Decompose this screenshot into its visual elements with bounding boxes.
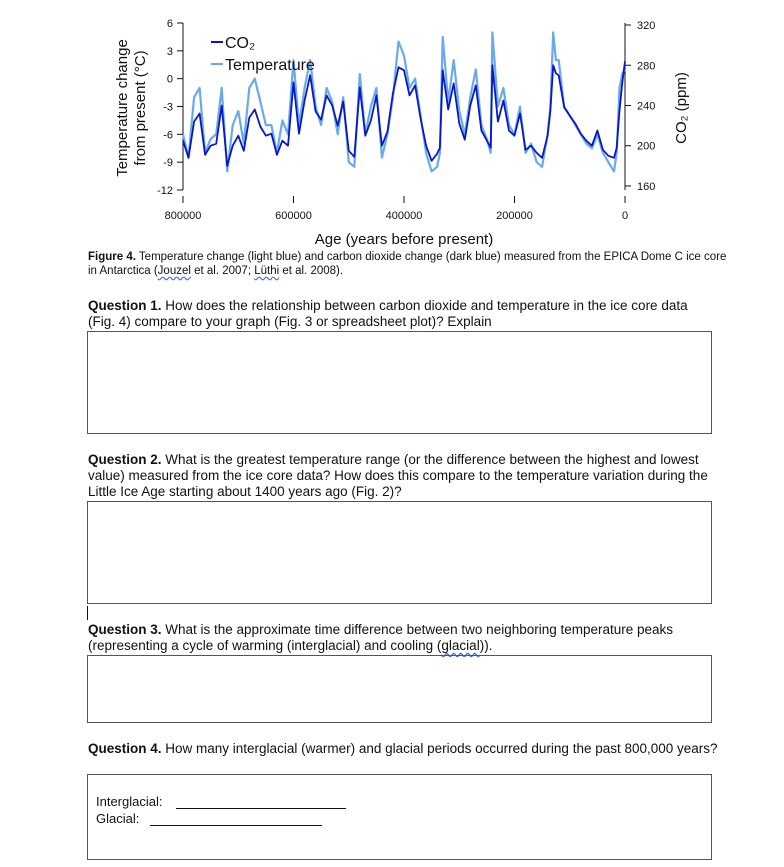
chart-series (183, 32, 625, 171)
question-2 (88, 452, 718, 500)
answer-box-4 (87, 774, 712, 860)
caption-cite-jouzel: Jouzel (157, 265, 191, 277)
caption-text-3: et al. 2008). (279, 265, 344, 277)
y-right-tick-label: 320 (637, 20, 656, 33)
x-tick-label: 400000 (385, 210, 423, 222)
legend-co2-label: CO₂ (225, 35, 256, 52)
text-cursor (87, 606, 88, 620)
y-left-tick-label: -3 (163, 101, 173, 114)
answer-box-2[interactable] (87, 501, 712, 604)
caption-text-2: et al. 2007; (190, 265, 255, 277)
y-right-label: CO₂ (ppm) (673, 72, 690, 144)
y-right-tick-label: 200 (637, 140, 656, 153)
y-left-tick-label: -9 (163, 157, 173, 170)
question-4-text: How many interglacial (warmer) and glacial periods occurred during the past 800,000 years? (161, 741, 718, 756)
answer-box-1[interactable] (87, 331, 712, 434)
interglacial-answer-line[interactable] (176, 808, 346, 809)
x-tick-label: 600000 (275, 210, 312, 222)
question-1 (88, 298, 718, 330)
question-1-text: How does the relationship between carbon dioxide and temperature in the ice core data (Fig. 4) compare to your graph (Fig. 3 or spreadsheet plot)? Explain (88, 298, 688, 329)
temperature-series-line (183, 32, 625, 171)
question-3 (88, 622, 718, 654)
question-1-label: Question 1. (88, 298, 162, 313)
y-left-tick-label: 3 (166, 45, 173, 58)
caption-label: Figure 4. (88, 251, 136, 263)
y-left-tick-label: -12 (157, 185, 173, 197)
answer-box-3[interactable] (87, 655, 712, 723)
question-3-glacial: glacial (441, 638, 480, 653)
interglacial-label: Interglacial: (96, 794, 163, 809)
y-right-tick-label: 280 (637, 60, 656, 73)
question-3-text-2: )). (479, 638, 493, 653)
question-4-label: Question 4. (88, 741, 162, 756)
question-4 (88, 741, 718, 757)
y-left-tick-label: 0 (166, 73, 173, 86)
y-right-tick-label: 160 (637, 180, 656, 193)
glacial-answer-line[interactable] (150, 825, 322, 826)
question-3-label: Question 3. (88, 622, 162, 637)
y-left-label-line-1: Temperature change (114, 39, 131, 177)
y-left-label-line-2: from present (°C) (132, 50, 149, 166)
caption-cite-luthi: Lüthi (254, 265, 280, 277)
ice-core-chart (0, 0, 784, 250)
x-tick-label: 200000 (496, 210, 533, 222)
caption-text-1: Temperature change (light blue) and carbon dioxide change (dark blue) measured from the EPICA Dome C ice core in Antarctica ( (88, 251, 727, 277)
co2-series-line (183, 61, 625, 166)
x-axis-label: Age (years before present) (314, 231, 494, 248)
x-tick-label: 0 (621, 210, 629, 222)
question-2-label: Question 2. (88, 452, 162, 467)
legend-temperature-label: Temperature (225, 57, 315, 74)
x-tick-label: 800000 (164, 210, 202, 222)
glacial-label: Glacial: (96, 811, 140, 826)
figure-caption (88, 250, 728, 278)
y-right-tick-label: 240 (637, 100, 656, 113)
y-left-tick-label: -6 (163, 129, 173, 142)
chart-legend (211, 35, 315, 74)
question-3-text-1: What is the approximate time difference between two neighboring temperature peaks (representing a cycle of warming (interglacial) and cooling ( (88, 622, 674, 653)
y-left-tick-label: 6 (166, 18, 173, 30)
question-2-text: What is the greatest temperature range (or the difference between the highest and lowest value) measured from the ice core data? How does this compare to the temperature variation during the Little Ice Age starting about 1400 years ago (Fig. 2)? (88, 452, 708, 499)
